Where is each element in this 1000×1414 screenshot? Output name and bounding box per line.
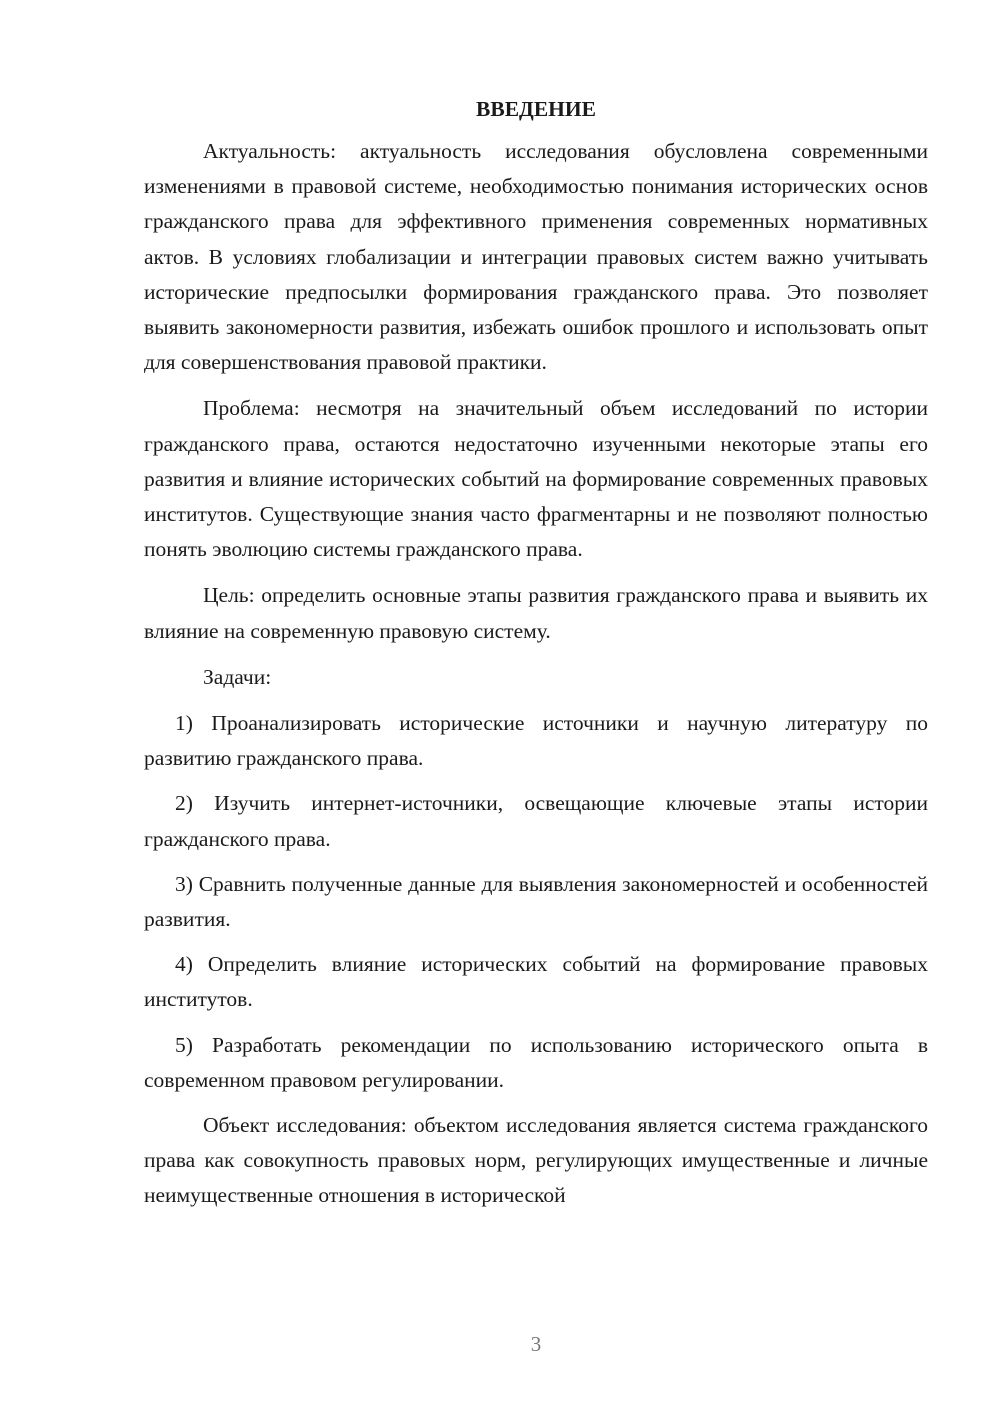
task-item-5: 5) Разработать рекомендации по использованию исторического опыта в современном правовом регулировании. <box>144 1032 928 1092</box>
page-content <box>144 92 928 1225</box>
task-item-3: 3) Сравнить полученные данные для выявления закономерностей и особенностей развития. <box>144 871 928 932</box>
task-item-1: 1) Проанализировать исторические источники и научную литературу по развитию гражданского права. <box>144 711 928 771</box>
paragraph-problem: Проблема: несмотря на значительный объем исследований по истории гражданского права, остаются недостаточно изученными некоторые этапы его развития и влияние исторических событий на формирование современных правовых институтов. Существующие знания часто фрагментарны и не позволяют полностью понять эволюцию системы гражданского права. <box>144 396 928 562</box>
section-title: ВВЕДЕНИЕ <box>476 97 596 121</box>
paragraph-object: Объект исследования: объектом исследования является система гражданского права как совокупность правовых норм, регулирующих имущественные и личные неимущественные отношения в исторической <box>144 1113 928 1208</box>
paragraph-relevance: Актуальность: актуальность исследования обусловлена современными изменениями в правовой системе, необходимостью понимания исторических основ гражданского права для эффективного применения современных нормативных актов. В условиях глобализации и интеграции правовых систем важно учитывать исторические предпосылки формирования гражданского права. Это позволяет выявить закономерности развития, избежать ошибок прошлого и использовать опыт для совершенствования правовой практики. <box>144 139 928 375</box>
paragraph-tasks-heading: Задачи: <box>203 664 272 689</box>
paragraph-goal: Цель: определить основные этапы развития гражданского права и выявить их влияние на современную правовую систему. <box>144 583 928 643</box>
task-item-4: 4) Определить влияние исторических событий на формирование правовых институтов. <box>144 952 928 1012</box>
page-number: 3 <box>530 1332 542 1356</box>
task-item-2: 2) Изучить интернет-источники, освещающие ключевые этапы истории гражданского права. <box>144 791 928 851</box>
